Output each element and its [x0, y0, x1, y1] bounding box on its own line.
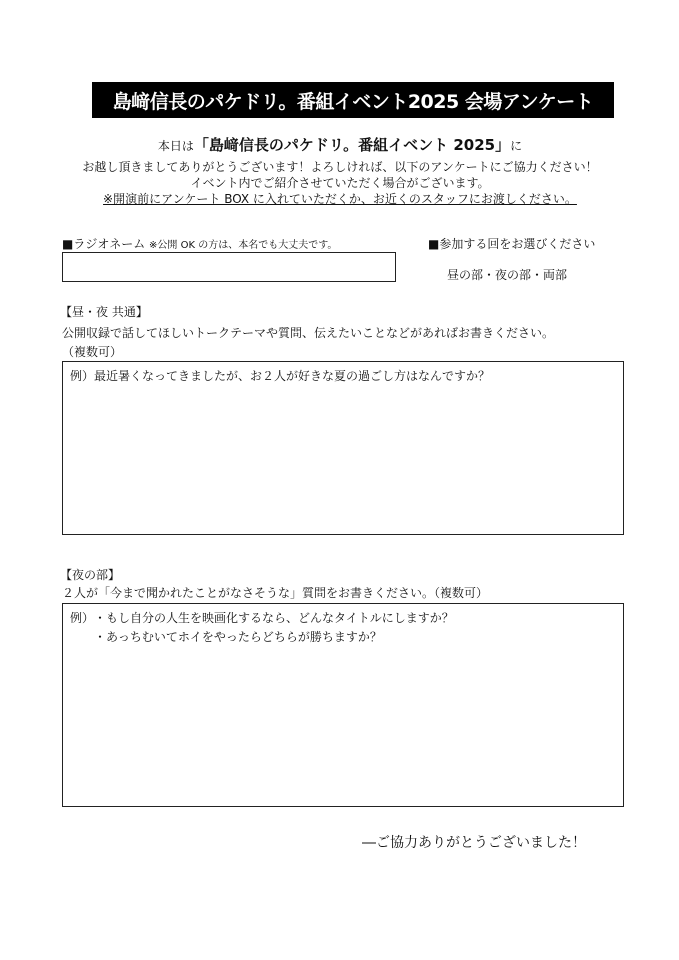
page-title: 島﨑信長のパケドリ。番組イベント2025 会場アンケート: [92, 82, 614, 118]
intro-submission-note: ※開演前にアンケート BOX に入れていただくか、お近くのスタッフにお渡しください。: [103, 192, 577, 206]
night-answer-box[interactable]: [62, 603, 624, 807]
radio-name-input[interactable]: [62, 252, 396, 282]
session-select-label: ■参加する回をお選びください: [428, 237, 596, 251]
intro-line-3: イベント内でご紹介させていただく場合がございます。: [190, 176, 490, 190]
common-section-multiple-note: （複数可）: [62, 345, 123, 359]
session-options[interactable]: 昼の部・夜の部・両部: [447, 268, 568, 282]
closing-thanks: ―ご協力ありがとうございました！: [362, 835, 586, 851]
night-section-header: 【夜の部】: [60, 568, 121, 582]
intro-line-2: お越し頂きましてありがとうございます！よろしければ、以下のアンケートにご協力ください！: [82, 160, 598, 174]
radio-name-label-row: [62, 235, 337, 252]
radio-name-label: ■ラジオネーム: [62, 237, 146, 251]
night-example-prefix: 例）: [70, 611, 95, 625]
night-example-list: [94, 609, 454, 647]
common-example-text: 例）最近暑くなってきましたが、お２人が好きな夏の過ごし方はなんですか？: [70, 369, 491, 383]
night-example-item: ・あっちむいてホイをやったらどちらが勝ちますか？: [94, 630, 382, 644]
intro-line-1: [40, 134, 640, 155]
intro-prefix: 本日は: [157, 139, 194, 153]
common-section-prompt: 公開収録で話してほしいトークテーマや質問、伝えたいことなどがあればお書きください。: [62, 326, 555, 340]
intro-suffix: に: [510, 139, 523, 153]
night-section-prompt: ２人が「今まで聞かれたことがなさそうな」質問をお書きください。（複数可）: [62, 586, 489, 600]
common-section-header: 【昼・夜 共通】: [60, 305, 148, 319]
night-example-item: ・もし自分の人生を映画化するなら、どんなタイトルにしますか？: [94, 611, 454, 625]
radio-name-note: ※公開 OK の方は、本名でも大丈夫です。: [149, 240, 338, 251]
common-answer-box[interactable]: [62, 361, 624, 535]
intro-event-name: 「島﨑信長のパケドリ。番組イベント 2025」: [193, 136, 511, 154]
